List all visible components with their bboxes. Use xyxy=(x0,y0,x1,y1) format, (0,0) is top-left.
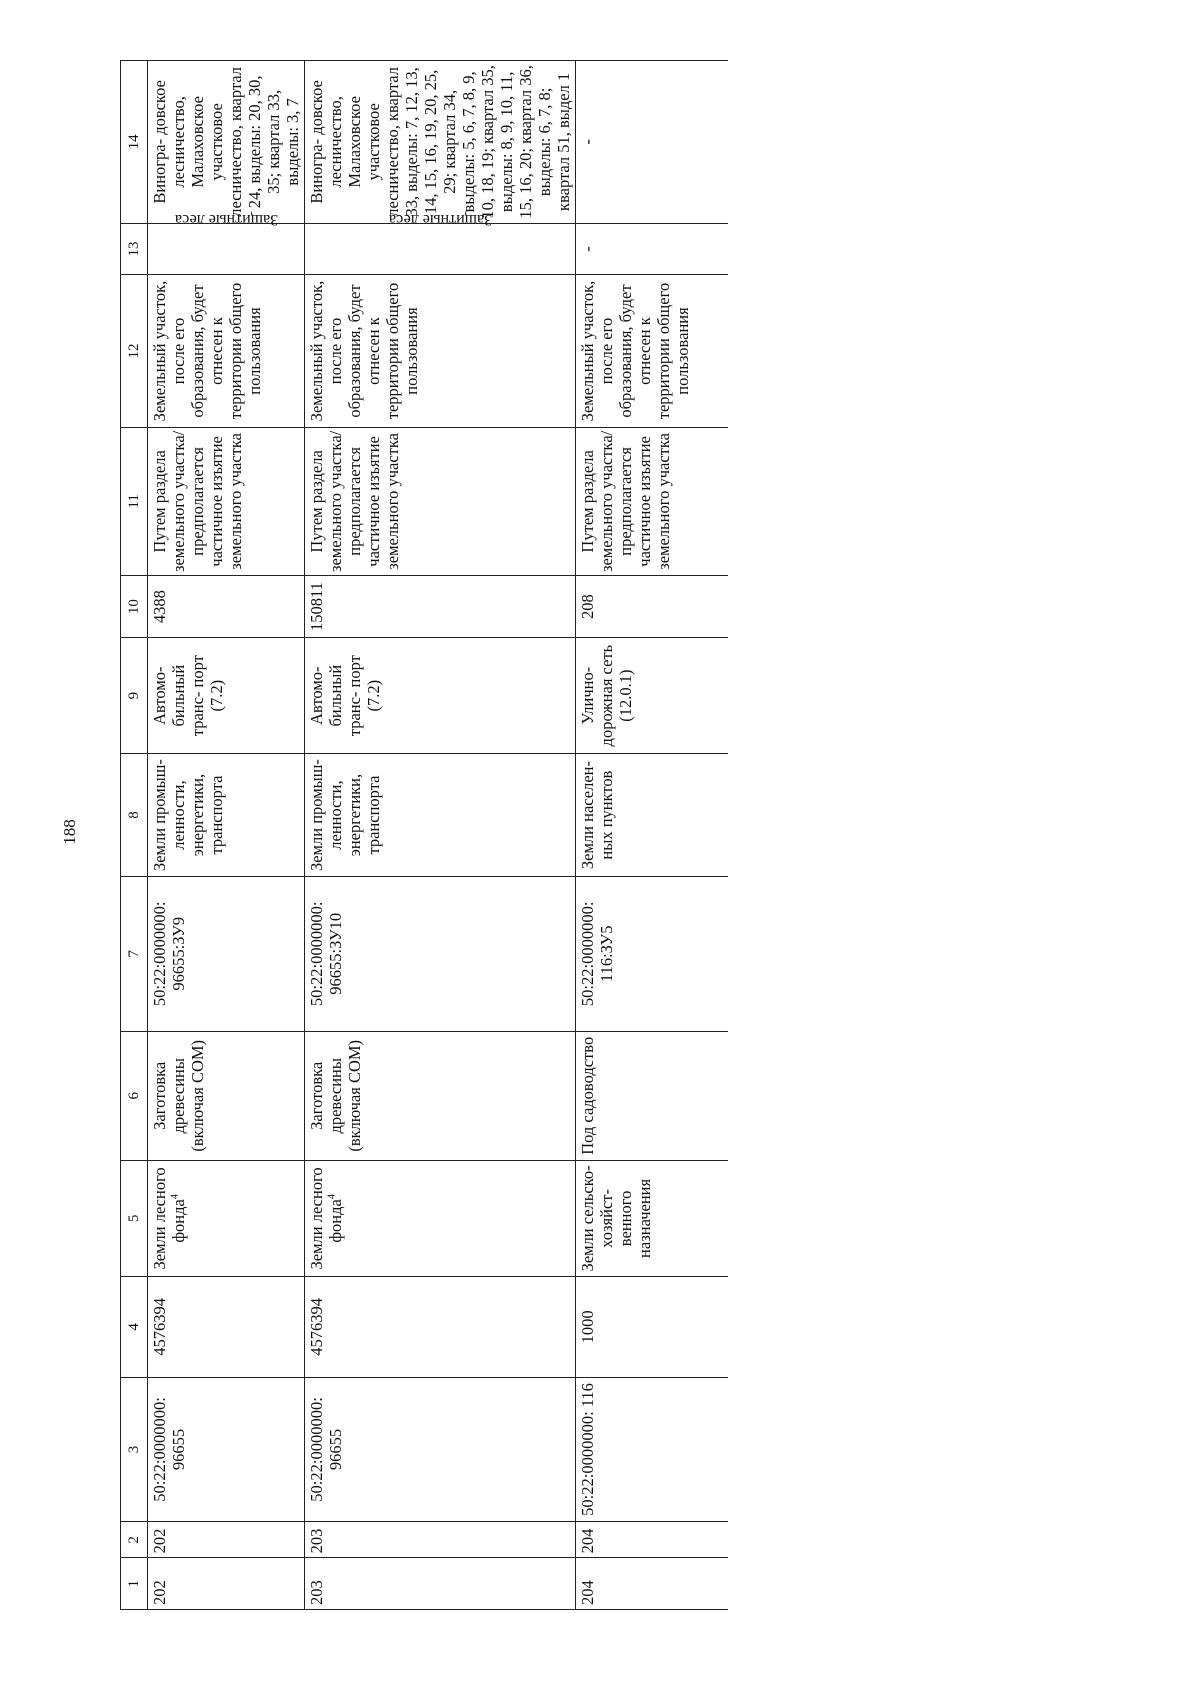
land-category xyxy=(148,1160,305,1276)
table-row xyxy=(148,61,305,1610)
new-plot-number: 50:22:0000000: 116:ЗУ5 xyxy=(576,876,729,1031)
forest-category xyxy=(305,211,576,275)
land-category-text: Земли лесного фонда xyxy=(307,1167,345,1270)
forest-category: - xyxy=(576,223,729,275)
forest-category-text: Защитные леса xyxy=(174,211,279,229)
forestry-location: Виногра- довское лесничество, Малаховское участковое лесничество, квартал 33, выделы: 7, 12, 13, 14, 15, 16, 19, 20, 25, 29; квартал 34, выделы: 5, 6, 7, 8, 9, 10, 18, 19; квартал 35, выделы: 8, 9, 10, 11, 15, 16, 20; квартал 36, выделы: 6, 7, 8; квартал 51, выдел 1 xyxy=(305,61,576,224)
new-land-category: Земли промыш- ленности, энергетики, транспорта xyxy=(148,754,305,877)
column-header: 13 xyxy=(121,223,148,275)
column-header: 4 xyxy=(121,1277,148,1378)
land-category-text: Земли лесного фонда xyxy=(150,1167,188,1270)
formation-method: Путем раздела земельного участка/ предполагается частичное изъятие земельного участка xyxy=(305,427,576,575)
row-number: 204 xyxy=(576,1522,729,1558)
land-category xyxy=(305,1160,576,1276)
forestry-location: Виногра- довское лесничество, Малаховское участковое лесничество, квартал 24, выделы: 20, 30, 35; квартал 33, выделы: 3, 7 xyxy=(148,61,305,224)
plot-note: Земельный участок, после его образования, будет отнесен к территории общего пользования xyxy=(576,275,729,427)
column-header: 10 xyxy=(121,576,148,638)
column-header: 14 xyxy=(121,61,148,224)
forestry-location: - xyxy=(576,61,729,224)
new-land-category: Земли населен- ных пунктов xyxy=(576,754,729,877)
new-plot-number: 50:22:0000000: 96655:ЗУ10 xyxy=(305,876,576,1031)
source-cadastral-number: 50:22:0000000: 96655 xyxy=(305,1377,576,1522)
column-header: 6 xyxy=(121,1031,148,1160)
new-plot-area: 4388 xyxy=(148,576,305,638)
land-plots-table xyxy=(120,60,728,1610)
row-index: 202 xyxy=(148,1558,305,1610)
land-category-text: Земли сельско- хозяйст- венного назначения xyxy=(578,1165,654,1272)
source-area: 1000 xyxy=(576,1277,729,1378)
footnote-mark: 4 xyxy=(169,1194,181,1200)
permitted-use: Под садоводство xyxy=(576,1031,729,1160)
new-plot-number: 50:22:0000000: 96655:ЗУ9 xyxy=(148,876,305,1031)
table-row xyxy=(576,61,729,1610)
formation-method: Путем раздела земельного участка/ предполагается частичное изъятие земельного участка xyxy=(576,427,729,575)
source-cadastral-number: 50:22:0000000: 96655 xyxy=(148,1377,305,1522)
new-permitted-use: Улично- дорожная сеть (12.0.1) xyxy=(576,638,729,754)
formation-method: Путем раздела земельного участка/ предполагается частичное изъятие земельного участка xyxy=(148,427,305,575)
land-plots-table-wrapper xyxy=(120,60,1040,1610)
new-permitted-use: Автомо- бильный транс- порт (7.2) xyxy=(148,638,305,754)
permitted-use: Заготовка древесины (включая СОМ) xyxy=(305,1031,576,1160)
footnote-mark: 4 xyxy=(326,1194,338,1200)
column-header: 3 xyxy=(121,1377,148,1522)
table-row xyxy=(305,61,576,1610)
plot-note: Земельный участок, после его образования, будет отнесен к территории общего пользования xyxy=(148,275,305,427)
row-number: 203 xyxy=(305,1522,576,1558)
column-header: 2 xyxy=(121,1522,148,1558)
column-header: 5 xyxy=(121,1160,148,1276)
source-cadastral-number: 50:22:0000000: 116 xyxy=(576,1377,729,1522)
source-area: 4576394 xyxy=(305,1277,576,1378)
permitted-use: Заготовка древесины (включая СОМ) xyxy=(148,1031,305,1160)
page-number: 188 xyxy=(60,819,79,845)
new-plot-area: 150811 xyxy=(305,576,576,638)
land-plots-table-rotated xyxy=(120,60,1040,1610)
column-header: 9 xyxy=(121,638,148,754)
plot-note: Земельный участок, после его образования, будет отнесен к территории общего пользования xyxy=(305,275,576,427)
column-number-row xyxy=(121,61,148,1610)
new-plot-area: 208 xyxy=(576,576,729,638)
column-header: 12 xyxy=(121,275,148,427)
row-index: 203 xyxy=(305,1558,576,1610)
forest-category-text: Защитные леса xyxy=(388,211,493,229)
column-header: 7 xyxy=(121,876,148,1031)
land-category xyxy=(576,1160,729,1276)
new-land-category: Земли промыш- ленности, энергетики, транспорта xyxy=(305,754,576,877)
row-index: 204 xyxy=(576,1558,729,1610)
column-header: 11 xyxy=(121,427,148,575)
column-header: 8 xyxy=(121,754,148,877)
new-permitted-use: Автомо- бильный транс- порт (7.2) xyxy=(305,638,576,754)
forest-category xyxy=(148,211,305,275)
row-number: 202 xyxy=(148,1522,305,1558)
source-area: 4576394 xyxy=(148,1277,305,1378)
column-header: 1 xyxy=(121,1558,148,1610)
